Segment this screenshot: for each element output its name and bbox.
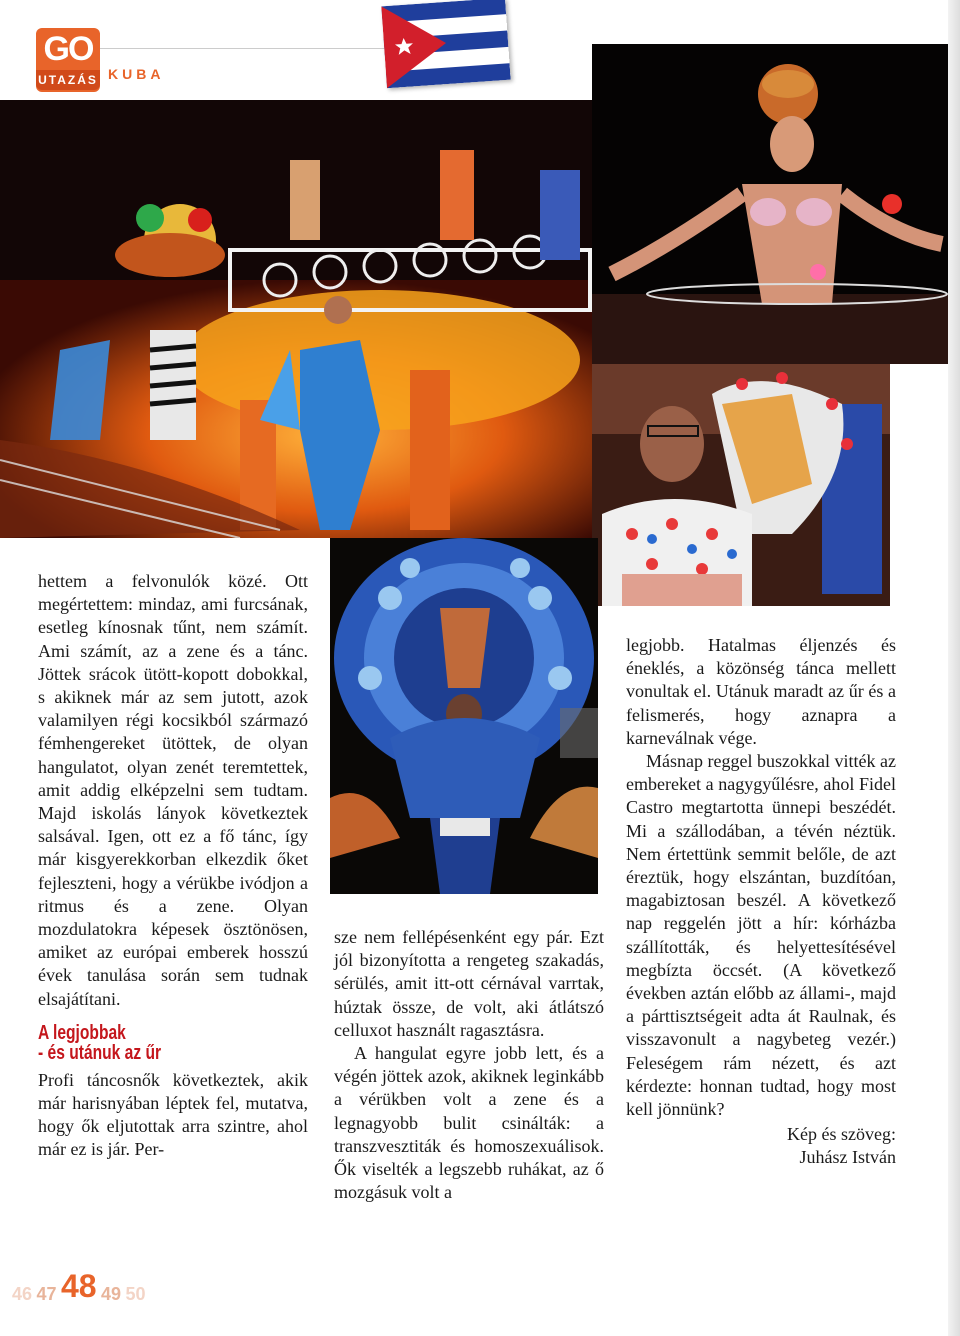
subheading [38, 1023, 249, 1063]
carnival-dancer-photo [592, 44, 948, 364]
logo-sub-text: UTAZÁS [36, 70, 100, 90]
go-utazas-logo [36, 28, 100, 92]
subheading-line-1: A legjobbak [38, 1021, 126, 1044]
cuba-flag-icon [381, 0, 510, 88]
col1-paragraph-2: Profi táncosnők következtek, akik már harisnyában léptek fel, mutatva, hogy ők eljutottak arra szintre, ahol már ez is jár. Per- [38, 1069, 308, 1160]
page-edge [948, 0, 960, 1336]
credit-author: Juhász István [799, 1147, 896, 1168]
page-number-49: 49 [101, 1284, 122, 1304]
author-credit [626, 1123, 896, 1169]
article-column-2 [334, 926, 604, 1204]
costumed-performer-photo [330, 538, 598, 894]
section-title: KUBA [108, 66, 165, 82]
woman-with-fan-photo [592, 364, 890, 606]
page-numbers [12, 1268, 146, 1305]
col2-paragraph-2: A hangulat egyre jobb lett, és a végén jöttek azok, akiknek leginkább a vérükben volt a zene és a legnagyobb bulit csinálták: a transzvesztiták és homoszexuálisok. Ők viselték a legszebb ruhákat, az ő mozgásuk volt a [334, 1043, 604, 1203]
carnival-float-photo [0, 100, 592, 538]
article-column-3 [626, 634, 896, 1170]
article-column-1 [38, 570, 308, 1162]
col2-paragraph-1: sze nem fellépésenként egy pár. Ezt jól bizonyította a rengeteg szakadás, sérülés, amit itt-ott cérnával varrtak, húztak össze, de volt, aki átlátszó celluxot használt ragasztásra. [334, 927, 604, 1040]
col1-paragraph-1: hettem a felvonulók közé. Ott megértettem: mindaz, ami furcsának, esetleg kínosnak tűnt, nem számít. Ami számít, az a zene és a tánc. Jöttek srácok ütött-kopott dobokkal, s akiknek már az sem jutott, azok valamilyen régi kocsikból származó fémhengereket ütöttek, de olyan hangulatot, olyan zenét teremtettek, amit addig elképzelni sem tudtam. Majd iskolás lányok következtek salsával. Igen, ott ez a fő tánc, így már kisgyerekkorban elkezdik őket fejleszteni, hogy a vérükbe ivódjon a ritmus és a zene. Olyan mozdulatokra képesek ösztönösen, amiket az európai emberek hosszú évek tanulása során sem tudnak elsajátítani. [38, 571, 308, 1009]
col3-paragraph-2: Másnap reggel buszokkal vitték az embereket a nagygyűlésre, ahol Fidel Castro megtartotta ünnepi beszédét. Mi a szállodában, a tévén néztük. Nem értettünk semmit belőle, de azt éreztük, hogy elszántan, buzdítóan, magabiztosan beszél. A következő nap reggelén jött a hír: kórházba szállították, és helyettesítésével megbízta öccsét. (A következő években aztán előbb az állami-, majd a párttisztségeit adta át Raulnak, és visszavonult a nagybeteg vezér.) Feleségem rám nézett, és azt kérdezte: honnan tudtad, hogy most kell jönnünk? [626, 751, 896, 1120]
logo-main-text: GO [43, 30, 93, 68]
current-page-number: 48 [60, 1268, 97, 1304]
col3-paragraph-1: legjobb. Hatalmas éljenzés és éneklés, a közönség tánca mellett vonultak el. Utánuk maradt az űr és a felismerés, hogy aznapra a karneválnak vége. [626, 635, 896, 748]
page-number-46: 46 [12, 1284, 33, 1304]
credit-label: Kép és szöveg: [787, 1124, 896, 1145]
subheading-line-2: - és utánuk az űr [38, 1041, 162, 1064]
page-number-47: 47 [36, 1284, 57, 1304]
page-number-50: 50 [125, 1284, 146, 1304]
